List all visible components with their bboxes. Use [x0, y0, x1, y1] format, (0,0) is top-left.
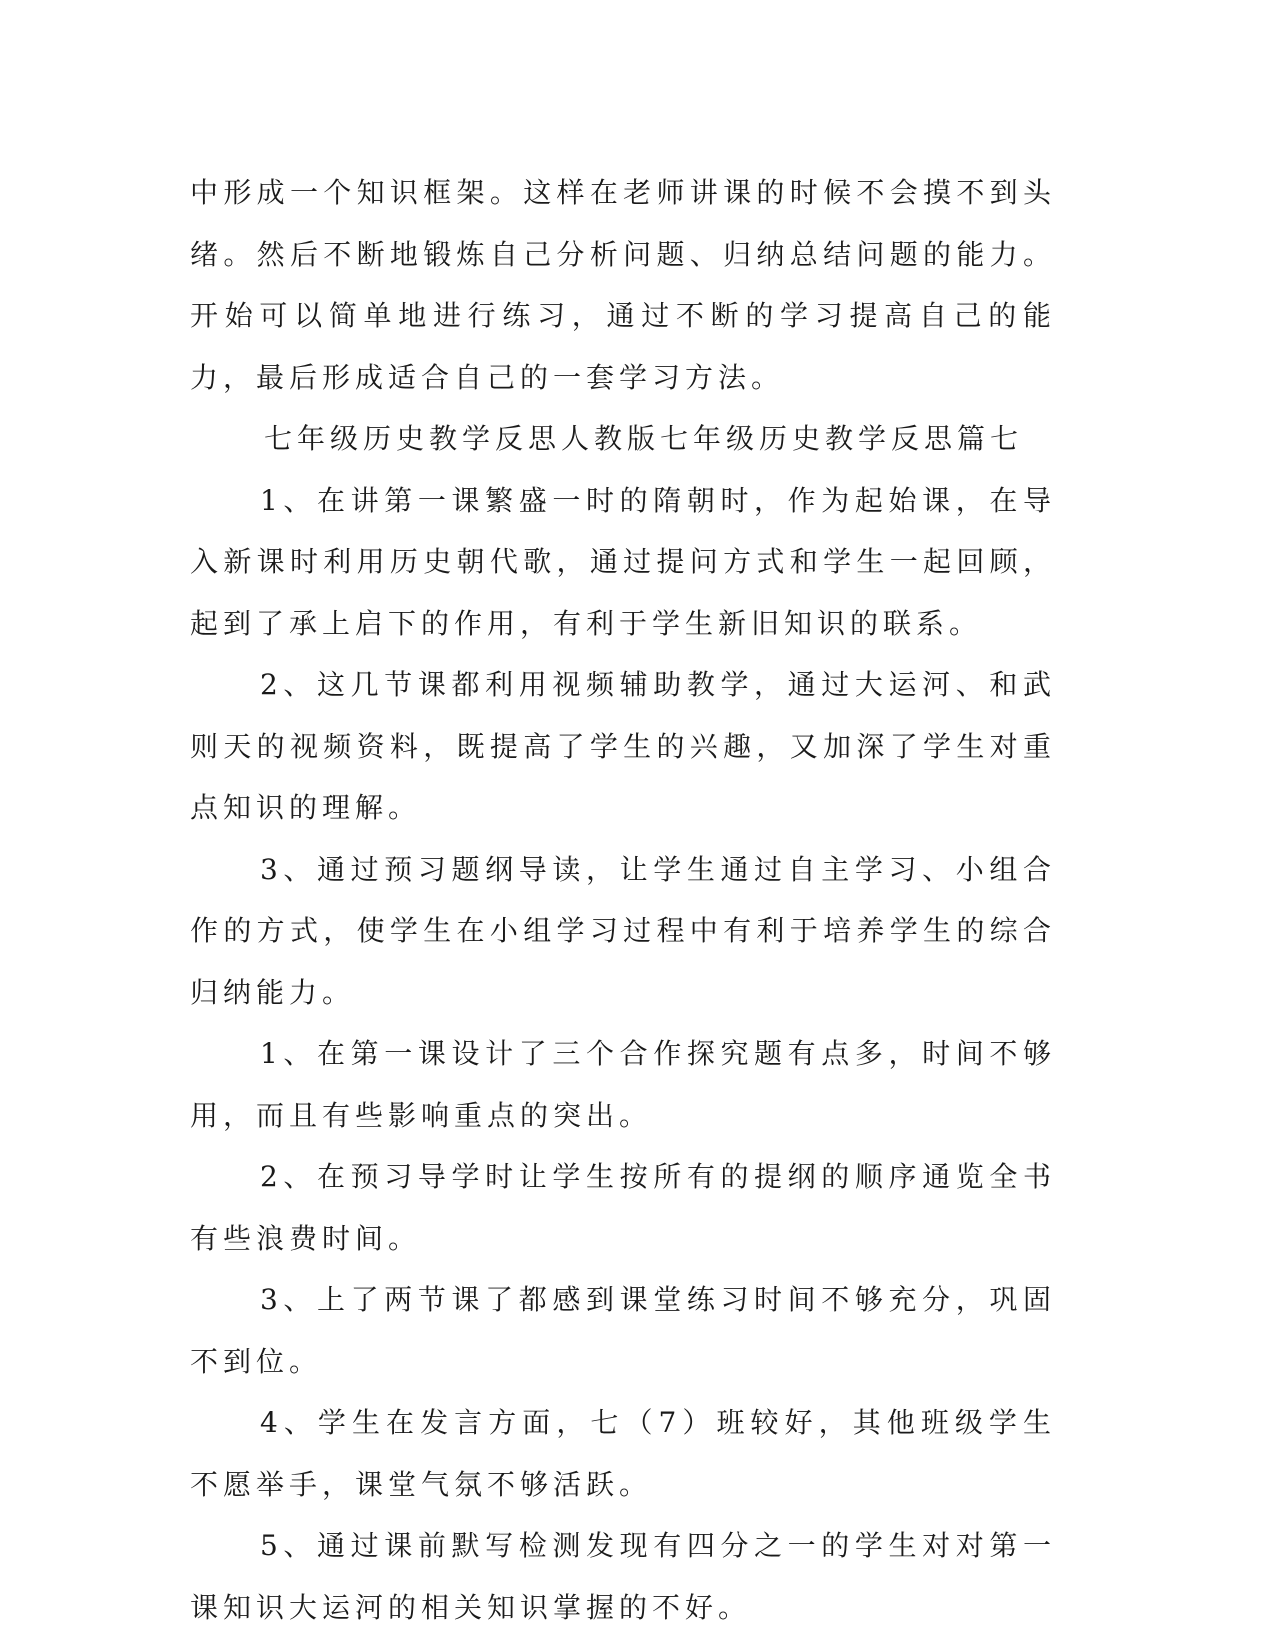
body-paragraph: 3、上了两节课了都感到课堂练习时间不够充分，巩固不到位。 [190, 1283, 1056, 1378]
body-paragraph: 1、在第一课设计了三个合作探究题有点多，时间不够用，而且有些影响重点的突出。 [190, 1037, 1056, 1132]
intro-paragraph: 中形成一个知识框架。这样在老师讲课的时候不会摸不到头绪。然后不断地锻炼自己分析问题、归纳总结问题的能力。开始可以简单地进行练习，通过不断的学习提高自己的能力，最后形成适合自己的一套学习方法。 [190, 176, 1056, 394]
document-body [190, 162, 1056, 1638]
body-paragraph: 4、学生在发言方面，七（7）班较好，其他班级学生不愿举手，课堂气氛不够活跃。 [190, 1406, 1056, 1501]
body-paragraph: 2、在预习导学时让学生按所有的提纲的顺序通览全书有些浪费时间。 [190, 1160, 1056, 1255]
section-title: 七年级历史教学反思人教版七年级历史教学反思篇七 [264, 422, 1024, 455]
body-paragraph: 3、通过预习题纲导读，让学生通过自主学习、小组合作的方式，使学生在小组学习过程中有利于培养学生的综合归纳能力。 [190, 852, 1056, 1009]
body-paragraph: 1、在讲第一课繁盛一时的隋朝时，作为起始课，在导入新课时利用历史朝代歌，通过提问方式和学生一起回顾，起到了承上启下的作用，有利于学生新旧知识的联系。 [190, 483, 1056, 640]
body-paragraph: 5、通过课前默写检测发现有四分之一的学生对对第一课知识大运河的相关知识掌握的不好。 [190, 1529, 1056, 1624]
body-paragraph: 2、这几节课都利用视频辅助教学，通过大运河、和武则天的视频资料，既提高了学生的兴趣，又加深了学生对重点知识的理解。 [190, 668, 1056, 824]
